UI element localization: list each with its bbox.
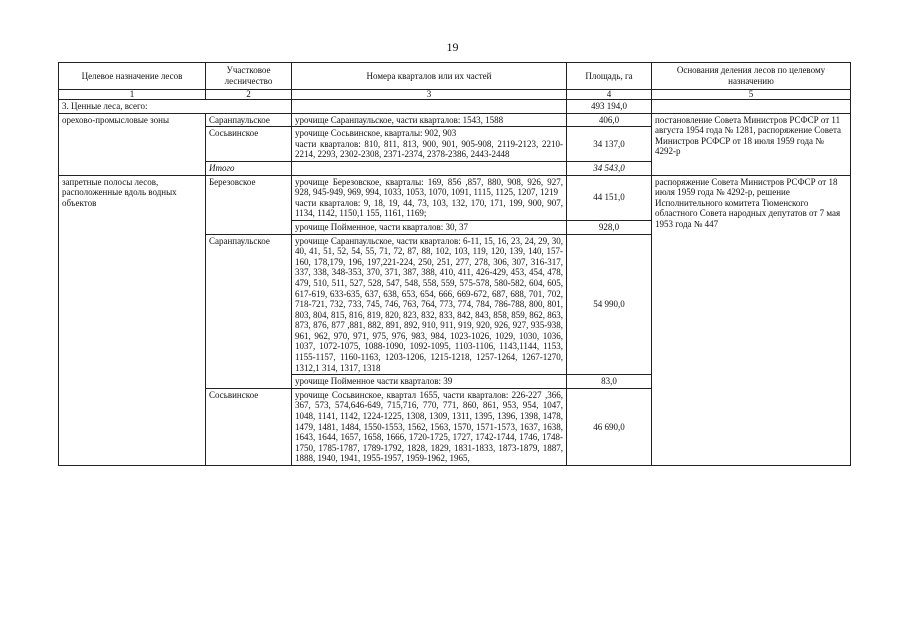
- quarters-cell: урочище Саранпаульское, части кварталов: 1543, 1588: [292, 113, 567, 127]
- empty-cell: [292, 161, 567, 175]
- forestry-cell: Березовское: [206, 175, 292, 234]
- quarters-text: урочище Сосьвинское, кварталы: 902, 903: [295, 128, 457, 139]
- area-cell: 928,0: [567, 220, 652, 234]
- quarters-cell: [292, 175, 567, 220]
- area-cell: 406,0: [567, 113, 652, 127]
- forestry-cell: Сосьвинское: [206, 127, 292, 162]
- basis-cell: постановление Совета Министров РСФСР от 11 августа 1954 года № 1281, распоряжение Совета Министров РСФСР от 18 июля 1959 года № 4292-р: [652, 113, 851, 175]
- purpose-cell: орехово-промысловые зоны: [59, 113, 206, 175]
- column-number: 1: [59, 90, 206, 100]
- quarters-cell: урочище Пойменное, части кварталов: 30, 37: [292, 220, 567, 234]
- basis-cell: распоряжение Совета Министров РСФСР от 18 июля 1959 года № 4292-р, решение Исполнительного комитета Тюменского областного Совета народных депутатов от 7 мая 1953 года № 447: [652, 175, 851, 465]
- header-basis: Основания деления лесов по целевому назначению: [652, 63, 851, 90]
- subtotal-area: 34 543,0: [567, 161, 652, 175]
- subtotal-label: Итого: [206, 161, 292, 175]
- area-cell: 46 690,0: [567, 388, 652, 465]
- empty-cell: [292, 100, 567, 114]
- forestry-cell: Саранпаульское: [206, 234, 292, 388]
- forestry-cell: Саранпаульское: [206, 113, 292, 127]
- header-forestry: Участковое лесничество: [206, 63, 292, 90]
- quarters-text: урочище Березовское, кварталы: 169, 856 ,857, 880, 908, 926, 927, 928, 945-949, 969, 994, 1033, 1053, 1070, 1091, 1115, 1125, 1207, 1219: [295, 176, 563, 198]
- header-area: Площадь, га: [567, 63, 652, 90]
- section-total-area: 493 194,0: [567, 100, 652, 114]
- column-number-row: [59, 90, 851, 100]
- quarters-cell: урочище Сосьвинское, квартал 1655, части кварталов: 226-227 ,366, 367, 573, 574,646-649, 715,716, 770, 771, 860, 861, 953, 954, 1047, 1048, 1141, 1142, 1224-1225, 1308, 1309, 1311, 1395, 1396, 1398, 1478, 1479, 1481, 1484, 1550-1553, 1562, 1563, 1570, 1571-1573, 1637, 1638, 1643, 1644, 1657, 1658, 1666, 1720-1725, 1727, 1742-1744, 1746, 1748-1750, 1785-1787, 1789-1792, 1828, 1829, 1831-1833, 1873-1879, 1887, 1888, 1940, 1941, 1955-1957, 1959-1962, 1965,: [292, 388, 567, 465]
- column-number: 2: [206, 90, 292, 100]
- section-total-row: [59, 100, 851, 114]
- table-row: [59, 113, 851, 127]
- quarters-text: части кварталов: 810, 811, 813, 900, 901, 905-908, 2119-2123, 2210-2214, 2293, 2302-2308, 2371-2374, 2378-2386, 2443-2448: [295, 138, 563, 160]
- area-cell: 54 990,0: [567, 234, 652, 375]
- forestry-cell: Сосьвинское: [206, 388, 292, 465]
- area-cell: 44 151,0: [567, 175, 652, 220]
- column-number: 3: [292, 90, 567, 100]
- forest-purpose-table: [58, 62, 851, 466]
- header-purpose: Целевое назначение лесов: [59, 63, 206, 90]
- column-number: 5: [652, 90, 851, 100]
- area-cell: 34 137,0: [567, 127, 652, 162]
- quarters-cell: урочище Саранпаульское, части кварталов: 6-11, 15, 16, 23, 24, 29, 30, 40, 41, 51, 52, 54, 55, 71, 72, 87, 88, 102, 103, 119, 120, 139, 140, 157-160, 178,179, 196, 197,221-224, 250, 251, 277, 278, 306, 307, 316-317, 337, 338, 348-353, 370, 371, 387, 388, 410, 411, 426-429, 453, 454, 478, 479, 510, 511, 527, 528, 547, 548, 558, 559, 575-578, 580-582, 604, 605, 617-619, 633-635, 637, 638, 653, 654, 666, 669-672, 687, 688, 701, 702, 718-721, 732, 733, 745, 746, 763, 764, 773, 774, 784, 786-788, 800, 801, 803, 804, 815, 816, 819, 820, 823, 832, 833, 842, 843, 858, 859, 862, 863, 873, 876, 877 ,881, 882, 891, 892, 910, 911, 919, 920, 926, 927, 935-938, 961, 962, 970, 971, 975, 976, 983, 984, 1023-1026, 1029, 1030, 1036, 1037, 1072-1075, 1088-1090, 1092-1095, 1103-1106, 1143,1144, 1153, 1155-1157, 1160-1163, 1203-1206, 1215-1218, 1257-1264, 1267-1270, 1312,1 314, 1317, 1318: [292, 234, 567, 375]
- section-title: 3. Ценные леса, всего:: [59, 100, 292, 114]
- header-row: [59, 63, 851, 90]
- quarters-cell: урочище Пойменное части кварталов: 39: [292, 375, 567, 389]
- quarters-cell: [292, 127, 567, 162]
- purpose-cell: запретные полосы лесов, расположенные вдоль водных объектов: [59, 175, 206, 465]
- area-cell: 83,0: [567, 375, 652, 389]
- quarters-text: части кварталов: 9, 18, 19, 44, 73, 103, 132, 170, 171, 199, 900, 907, 1134, 1142, 1150,1 155, 1161, 1169;: [295, 197, 563, 219]
- empty-cell: [652, 100, 851, 114]
- page-number: 19: [446, 40, 459, 54]
- table-row: [59, 175, 851, 220]
- header-quarters: Номера кварталов или их частей: [292, 63, 567, 90]
- column-number: 4: [567, 90, 652, 100]
